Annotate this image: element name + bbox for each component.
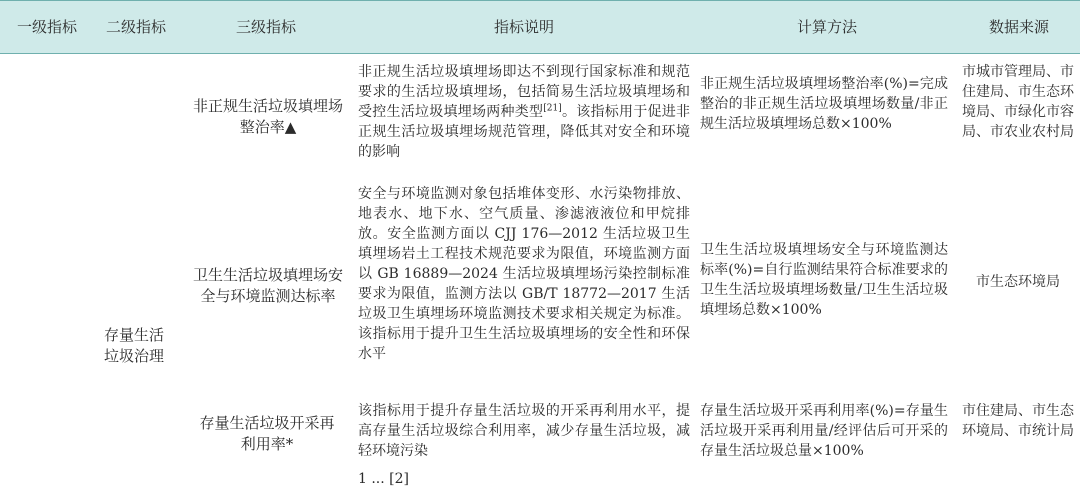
- row1-reference: [21]: [543, 103, 562, 114]
- row3-description: 该指标用于提升存量生活垃圾的开采再利用水平，提高存量生活垃圾综合利用率，减少存量生活垃圾，减轻环境污染: [358, 403, 690, 459]
- header-description: 指标说明: [493, 18, 554, 36]
- header-level3: 三级指标: [235, 18, 296, 36]
- header-level1: 一级指标: [16, 18, 77, 36]
- row3-method: 存量生活垃圾开采再利用率(%)=存量生活垃圾开采再利用量/经评估后可开采的存量生活垃圾总量×100%: [700, 403, 948, 459]
- row1-description: 非正规生活垃圾填埋场即达不到现行国家标准和规范要求的生活垃圾填埋场，包括简易生活垃圾填埋场和受控生活垃圾填埋场两种类型[21]。该指标用于促进非正规生活垃圾填埋场规范管理，降低其对安全和环境的影响: [358, 64, 691, 160]
- row2-level3: 卫生生活垃圾填埋场安全与环境监测达标率: [192, 266, 343, 305]
- row1-level3: 非正规生活垃圾填埋场整治率▲: [192, 97, 343, 136]
- row1-method: 非正规生活垃圾填埋场整治率(%)=完成整治的非正规生活垃圾填埋场数量/非正规生活垃圾填埋场总数×100%: [700, 76, 948, 132]
- cutoff-next-row: 1 ... [2]: [358, 471, 409, 487]
- level2-cell: 存量生活垃圾治理: [104, 326, 165, 365]
- row3-source: 市住建局、市生态环境局、市统计局: [962, 403, 1074, 439]
- row1-source: 市城市管理局、市住建局、市生态环境局、市绿化市容局、市农业农村局: [962, 64, 1074, 140]
- table-header: [0, 0, 1080, 54]
- row2-description: 安全与环境监测对象包括堆体变形、水污染物排放、地表水、地下水、空气质量、渗滤液液位和甲烷排放。安全监测方面以 CJJ 176—2012 生活垃圾卫生填埋场岩土工程技术规范要求为限值，环境监测方面以 GB 16889—2024 生活垃圾填埋场污染控制标准要求为限值，监测方法以 GB/T 18772—2017 生活垃圾卫生填埋场环境监测技术要求相关规定为标准。该指标用于提升卫生生活垃圾填埋场的安全性和环保水平: [358, 186, 690, 362]
- header-source: 数据来源: [988, 18, 1049, 36]
- header-method: 计算方法: [796, 18, 857, 36]
- row2-source: 市生态环境局: [976, 274, 1060, 290]
- header-level2: 二级指标: [105, 18, 166, 36]
- row3-level3: 存量生活垃圾开采再利用率*: [199, 414, 335, 453]
- row2-method: 卫生生活垃圾填埋场安全与环境监测达标率(%)=自行监测结果符合标准要求的卫生生活垃圾填埋场数量/卫生生活垃圾填埋场总数×100%: [700, 242, 948, 318]
